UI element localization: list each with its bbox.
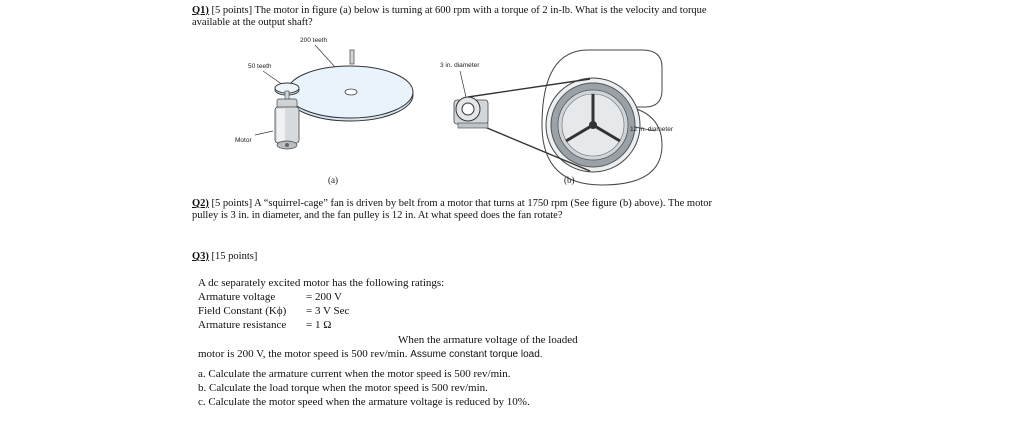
rating-row <box>198 304 444 318</box>
condition-sans-text: Assume constant torque load. <box>410 349 543 360</box>
question-3-id: Q3) <box>192 251 209 262</box>
question-3-intro: A dc separately excited motor has the following ratings: <box>198 277 445 289</box>
label-3in-diameter: 3 in. diameter <box>440 62 480 69</box>
rating-name: Armature resistance <box>198 319 287 331</box>
rating-name: Armature voltage <box>198 291 276 303</box>
question-3-body <box>198 276 444 332</box>
condition-serif-text: motor is 200 V, the motor speed is 500 rev/min. <box>198 348 408 360</box>
caption-a: (a) <box>328 175 338 185</box>
caption-b: (b) <box>564 175 575 185</box>
question-2 <box>192 198 712 222</box>
figure-b <box>430 45 690 190</box>
rating-value: = 3 V Sec <box>306 305 350 317</box>
question-3-parts <box>198 367 530 409</box>
part-c: c. Calculate the motor speed when the armature voltage is reduced by 10%. <box>198 396 530 408</box>
label-12in-diameter: 12 in. diameter <box>630 126 673 133</box>
label-200-teeth: 200 teeth <box>300 37 328 44</box>
question-2-text: [5 points] A “squirrel-cage” fan is driven by belt from a motor that turns at 1750 rpm (See figure (b) above). The motor <box>211 198 713 209</box>
label-motor: Motor <box>235 137 252 144</box>
rating-value: = 200 V <box>306 291 342 303</box>
question-2-id: Q2) <box>192 198 209 209</box>
question-2-line-1 <box>192 198 712 210</box>
question-1-text: [5 points] The motor in figure (a) below is turning at 600 rpm with a torque of 2 in-lb. What is the velocity and torque <box>211 5 707 16</box>
question-3-condition-line <box>198 347 543 362</box>
question-3-header <box>192 251 257 263</box>
question-2-line-2: pulley is 3 in. in diameter, and the fan pulley is 12 in. At what speed does the fan rotate? <box>192 210 563 221</box>
rating-row <box>198 318 444 332</box>
rating-name: Field Constant (Kϕ) <box>198 305 287 317</box>
question-1 <box>192 5 707 29</box>
question-1-line-2: available at the output shaft? <box>192 17 313 28</box>
question-3-points: [15 points] <box>211 251 258 262</box>
gear-train-illustration <box>225 35 425 190</box>
rating-value: = 1 Ω <box>306 319 332 331</box>
part-a: a. Calculate the armature current when the motor speed is 500 rev/min. <box>198 368 511 380</box>
part-b: b. Calculate the load torque when the motor speed is 500 rev/min. <box>198 382 488 394</box>
question-1-line-1 <box>192 5 707 17</box>
question-3-when-text: When the armature voltage of the loaded <box>398 334 578 346</box>
label-50-teeth: 50 teeth <box>248 63 272 70</box>
rating-row <box>198 290 444 304</box>
question-1-id: Q1) <box>192 5 209 16</box>
figure-a <box>225 35 425 190</box>
